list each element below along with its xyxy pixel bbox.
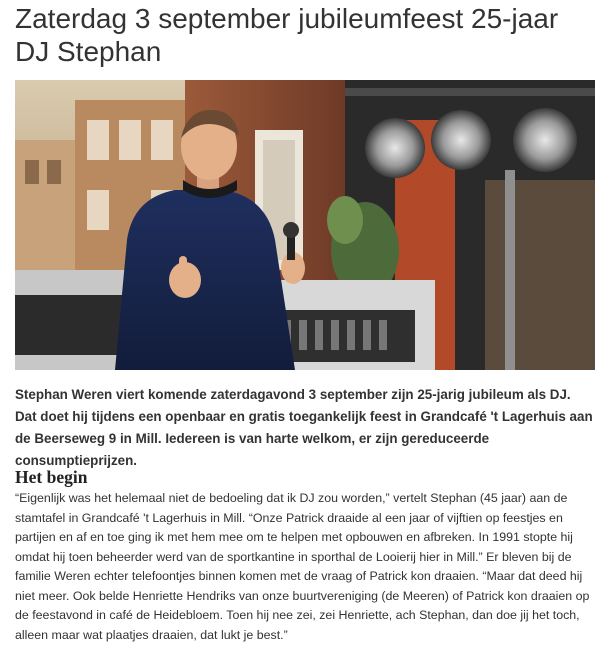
article-intro: Stephan Weren viert komende zaterdagavond 3 september zijn 25-jarig jubileum als DJ. Dat doet hij tijdens een openbaar en gratis toegankelijk feest in Grandcafé 't Lagerhuis aan de Beerseweg 9 in Mill. Iedereen is van harte welkom, er zijn gereduceerde consumptieprijzen. bbox=[15, 387, 593, 468]
article-body: “Eigenlijk was het helemaal niet de bedoeling dat ik DJ zou worden,” vertelt Stephan (45 jaar) aan de stamtafel in Grandcafé 't Lagerhuis in Mill. “Onze Patrick draaide al een jaar of vijftien op feestjes en partijen en af en toe ging ik met hem mee om te helpen met opbouwen en afbreken. In 1991 stopte hij omdat hij toen beheerder werd van de sportkantine in sporthal de Looierij hier in Mill.” Er bleven bij de familie Weren echter telefoontjes binnen komen met de vraag of Patrick kon draaien. “Maar dat deed hij niet meer. Ook belde Henriette Hendriks van onze buurtvereniging (de Meeren) of Patrick kon draaien op de feestavond in café de Heidebloem. Toen hij nee zei, zei Henriette, ach Stephan, dan doe jij het toch, alleen maar wat plaatjes draaien, dat lukt je best.” bbox=[15, 491, 590, 642]
article-title: Zaterdag 3 september jubileumfeest 25-jaar DJ Stephan bbox=[15, 3, 559, 67]
section-heading: Het begin bbox=[15, 467, 88, 487]
article-photo bbox=[15, 80, 595, 370]
